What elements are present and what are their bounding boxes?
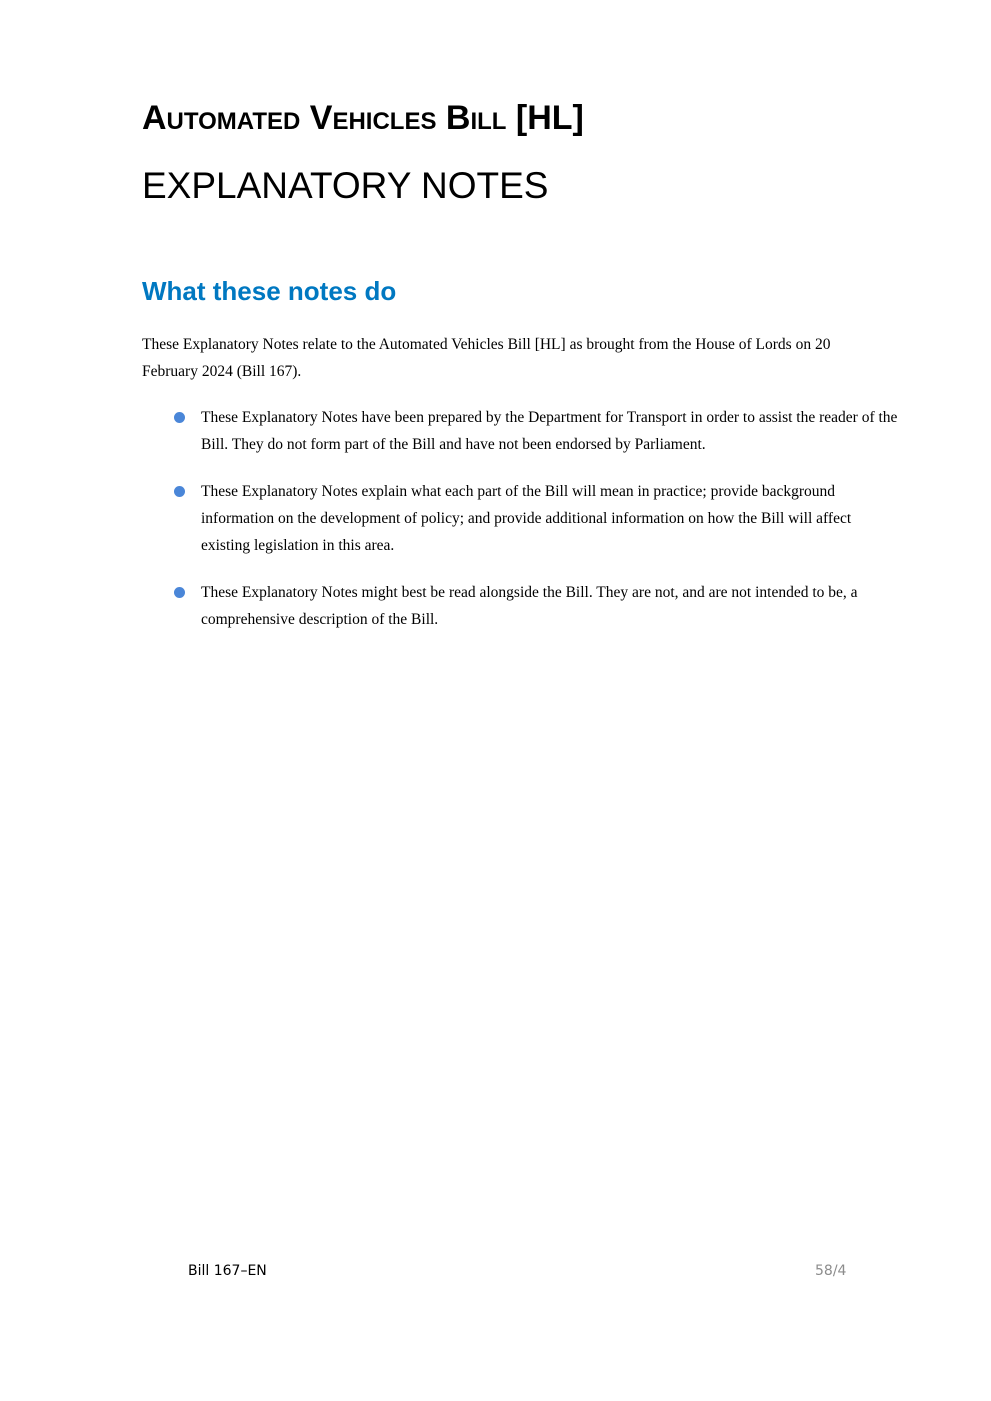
document-type-title: EXPLANATORY NOTES [142,165,549,206]
footer-bill-reference: Bill 167–EN [188,1263,267,1279]
bullet-text: These Explanatory Notes have been prepared by the Department for Transport in order to assist the reader of the Bill. They do not form part of the Bill and have not been endorsed by Parliament. [201,409,898,453]
bullet-list [142,404,902,653]
bullet-item [142,478,902,559]
bullet-text: These Explanatory Notes explain what each part of the Bill will mean in practice; provide background information on the development of policy; and provide additional information on how the Bill will affect existing legislation in this area. [201,483,852,554]
bullet-dot-icon [174,587,185,598]
intro-paragraph: These Explanatory Notes relate to the Automated Vehicles Bill [HL] as brought from the House of Lords on 20 February 2024 (Bill 167). [142,336,831,380]
section-heading: What these notes do [142,276,397,306]
bullet-item [142,404,902,458]
bill-title: Automated Vehicles Bill [HL] [142,99,584,137]
bullet-dot-icon [174,486,185,497]
bullet-dot-icon [174,412,185,423]
bullet-text: These Explanatory Notes might best be read alongside the Bill. They are not, and are not intended to be, a comprehensive description of the Bill. [201,584,858,628]
footer-page-reference: 58/4 [815,1263,847,1279]
bullet-item [142,579,902,633]
